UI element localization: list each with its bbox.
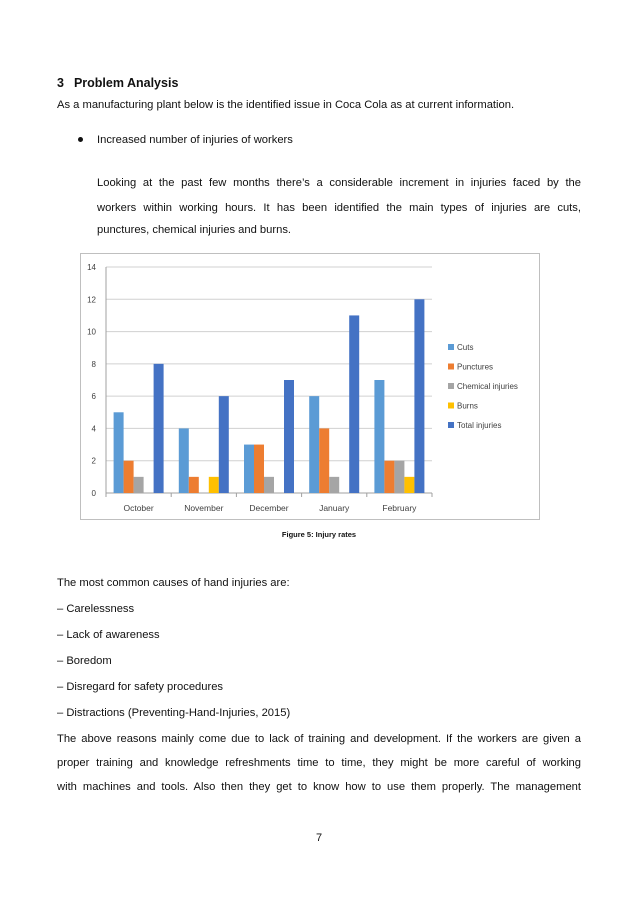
bullet-dot-icon [78,137,83,142]
legend-label-chemical-injuries: Chemical injuries [457,382,518,391]
closing-line-1: The above reasons mainly come due to lack of training and development. If the workers are given a [57,733,581,745]
legend-label-punctures: Punctures [457,362,494,372]
section-number: 3 [57,76,64,90]
causes-title: The most common causes of hand injuries are: [57,577,290,589]
bar-cuts-november [179,428,189,493]
bar-total-injuries-october [154,364,164,493]
section-heading [57,76,178,90]
legend-swatch-chemical-injuries [448,383,454,389]
section-title: Problem Analysis [73,76,179,90]
bar-cuts-december [244,445,254,493]
bar-total-injuries-february [414,299,424,493]
x-tick-label-october: October [123,503,154,513]
x-tick-label-february: February [382,503,417,513]
paragraph-line-2: workers within working hours. It has been identified the main types of injuries are cuts, [97,202,581,214]
intro-text: As a manufacturing plant below is the identified issue in Coca Cola as at current information. [57,99,515,111]
bar-chemical-injuries-january [329,477,339,493]
paragraph-line-1: Looking at the past few months there’s a considerable increment in injuries faced by the [97,177,581,189]
legend-label-total-injuries: Total injuries [457,421,502,430]
y-tick-label-0: 0 [91,489,96,498]
x-tick-label-december: December [249,503,289,513]
bar-total-injuries-january [349,315,359,493]
injury-chart [80,253,540,520]
cause-item: – Disregard for safety procedures [57,681,224,693]
bar-cuts-october [114,412,124,493]
x-tick-label-january: January [319,503,350,513]
bar-punctures-december [254,445,264,493]
bar-chemical-injuries-october [134,477,144,493]
bar-burns-february [404,477,414,493]
y-tick-label-6: 6 [91,392,96,402]
y-tick-label-8: 8 [91,359,96,369]
legend-label-cuts: Cuts [457,343,474,352]
legend-swatch-punctures [448,364,454,370]
bar-punctures-october [124,461,134,493]
y-tick-label-14: 14 [87,263,96,272]
y-tick-label-10: 10 [87,327,96,337]
paragraph-line-3: punctures, chemical injuries and burns. [97,224,292,236]
cause-item: – Carelessness [57,603,135,615]
cause-item: – Lack of awareness [57,629,160,641]
bullet-item: Increased number of injuries of workers [97,134,293,146]
bar-total-injuries-december [284,380,294,493]
x-tick-label-november: November [184,503,224,513]
bar-punctures-november [189,477,199,493]
bar-punctures-january [319,428,329,493]
y-tick-label-12: 12 [87,295,96,305]
cause-item: – Boredom [57,655,112,667]
cause-item: – Distractions (Preventing-Hand-Injuries, 2015) [57,707,291,719]
bar-punctures-february [384,461,394,493]
page-number: 7 [315,832,323,844]
bar-burns-november [209,477,219,493]
bar-chemical-injuries-february [394,461,404,493]
figure-caption: Figure 5: Injury rates [281,530,357,539]
y-tick-label-2: 2 [91,456,96,466]
bar-chemical-injuries-december [264,477,274,493]
legend-swatch-cuts [448,344,454,350]
bar-cuts-january [309,396,319,493]
injury-chart-svg [81,254,539,519]
bar-total-injuries-november [219,396,229,493]
legend-swatch-burns [448,403,454,409]
legend-label-burns: Burns [457,401,478,411]
legend-swatch-total-injuries [448,422,454,428]
y-tick-label-4: 4 [91,424,96,434]
closing-line-2: proper training and knowledge refreshments time to time, they might be more careful of working [57,757,581,769]
bar-cuts-february [374,380,384,493]
closing-line-3: with machines and tools. Also then they get to know how to use them properly. The management [57,781,581,793]
